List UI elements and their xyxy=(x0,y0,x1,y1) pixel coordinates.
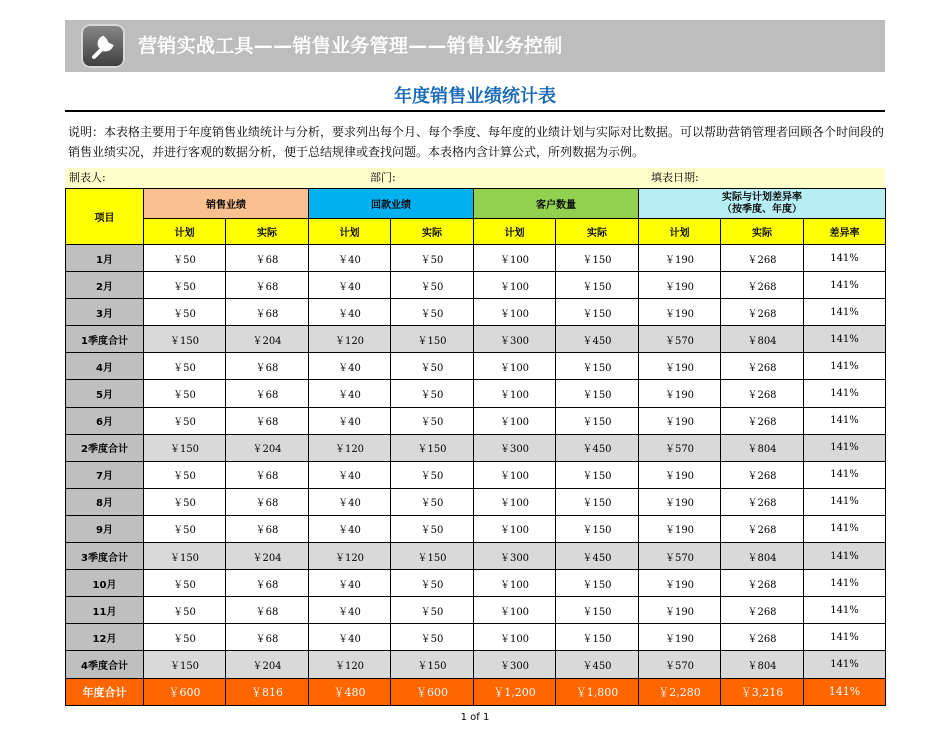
table-cell: ￥570 xyxy=(639,326,721,353)
table-row xyxy=(66,624,886,651)
row-label: 6月 xyxy=(66,407,144,434)
table-cell: ￥268 xyxy=(721,299,804,326)
table-cell: ￥804 xyxy=(721,326,804,353)
table-cell: ￥120 xyxy=(309,543,391,570)
table-cell: ￥100 xyxy=(474,461,556,488)
table-cell: ￥150 xyxy=(556,380,639,407)
table-cell: 141% xyxy=(804,570,886,597)
table-row xyxy=(66,488,886,515)
table-cell: ￥50 xyxy=(144,515,226,542)
table-cell: ￥50 xyxy=(391,272,474,299)
table-cell: ￥50 xyxy=(391,570,474,597)
table-cell: ￥190 xyxy=(639,299,721,326)
header-payment: 回款业绩 xyxy=(309,189,474,219)
table-cell: ￥50 xyxy=(391,515,474,542)
table-cell: 141% xyxy=(804,299,886,326)
table-cell: ￥570 xyxy=(639,651,721,678)
table-cell: ￥100 xyxy=(474,245,556,272)
table-cell: ￥268 xyxy=(721,461,804,488)
table-cell: ￥100 xyxy=(474,624,556,651)
table-cell: ￥150 xyxy=(556,624,639,651)
sales-table xyxy=(65,188,886,706)
table-cell: ￥268 xyxy=(721,272,804,299)
table-cell: ￥450 xyxy=(556,543,639,570)
table-cell: ￥268 xyxy=(721,245,804,272)
banner-title: 营销实战工具——销售业务管理——销售业务控制 xyxy=(138,35,563,57)
table-cell: ￥268 xyxy=(721,597,804,624)
table-cell: 141% xyxy=(804,326,886,353)
table-cell: 141% xyxy=(804,651,886,678)
table-cell: ￥40 xyxy=(309,407,391,434)
table-cell: ￥190 xyxy=(639,461,721,488)
table-cell: ￥804 xyxy=(721,543,804,570)
row-label: 年度合计 xyxy=(66,678,144,705)
table-cell: ￥190 xyxy=(639,272,721,299)
table-cell: ￥50 xyxy=(144,245,226,272)
table-cell: 141% xyxy=(804,597,886,624)
page-footer: 1 of 1 xyxy=(460,712,490,723)
table-cell: ￥40 xyxy=(309,570,391,597)
table-cell: ￥600 xyxy=(391,678,474,705)
table-cell: ￥68 xyxy=(226,597,309,624)
table-cell: ￥190 xyxy=(639,380,721,407)
table-cell: ￥100 xyxy=(474,299,556,326)
table-cell: ￥150 xyxy=(144,543,226,570)
header-item: 项目 xyxy=(66,189,144,245)
maker-label: 制表人: xyxy=(69,171,106,184)
header-diff xyxy=(639,189,886,219)
row-label: 2季度合计 xyxy=(66,434,144,461)
table-cell: ￥190 xyxy=(639,407,721,434)
table-cell: ￥100 xyxy=(474,570,556,597)
page-title: 年度销售业绩统计表 xyxy=(394,86,556,107)
table-cell: ￥150 xyxy=(144,434,226,461)
table-cell: ￥40 xyxy=(309,488,391,515)
table-row xyxy=(66,407,886,434)
table-cell: ￥150 xyxy=(556,272,639,299)
table-cell: ￥150 xyxy=(144,326,226,353)
table-cell: ￥480 xyxy=(309,678,391,705)
row-label: 9月 xyxy=(66,515,144,542)
table-cell: ￥50 xyxy=(144,272,226,299)
annual-total-row xyxy=(66,678,886,705)
table-cell: ￥50 xyxy=(391,624,474,651)
table-cell: ￥50 xyxy=(144,597,226,624)
table-row xyxy=(66,272,886,299)
table-row xyxy=(66,597,886,624)
table-cell: 141% xyxy=(804,353,886,380)
intro-text: 说明：本表格主要用于年度销售业绩统计与分析，要求列出每个月、每个季度、每年度的业绩计划与实际对比数据。可以帮助营销管理者回顾各个时间段的销售业绩实况，并进行客观的数据分析，便于总结规律或查找问题。本表格内含计算公式，所列数据为示例。 xyxy=(68,125,885,159)
table-row xyxy=(66,353,886,380)
table-cell: ￥50 xyxy=(391,380,474,407)
table-cell: ￥68 xyxy=(226,570,309,597)
table-cell: ￥40 xyxy=(309,624,391,651)
col-diff-rate: 差异率 xyxy=(804,219,886,245)
table-cell: ￥150 xyxy=(391,651,474,678)
table-cell: ￥50 xyxy=(144,407,226,434)
table-cell: ￥68 xyxy=(226,272,309,299)
table-cell: ￥150 xyxy=(391,326,474,353)
table-cell: ￥804 xyxy=(721,651,804,678)
table-cell: ￥268 xyxy=(721,380,804,407)
header-sales: 销售业绩 xyxy=(144,189,309,219)
table-cell: ￥450 xyxy=(556,434,639,461)
table-cell: ￥150 xyxy=(556,488,639,515)
table-cell: ￥150 xyxy=(556,407,639,434)
table-cell: ￥2,280 xyxy=(639,678,721,705)
table-cell: ￥150 xyxy=(556,515,639,542)
col-sales-actual: 实际 xyxy=(226,219,309,245)
row-label: 3季度合计 xyxy=(66,543,144,570)
dept-label: 部门: xyxy=(370,171,396,184)
table-cell: ￥120 xyxy=(309,326,391,353)
table-cell: ￥100 xyxy=(474,515,556,542)
table-cell: ￥268 xyxy=(721,407,804,434)
table-cell: ￥40 xyxy=(309,461,391,488)
header-banner xyxy=(65,20,885,72)
table-cell: ￥804 xyxy=(721,434,804,461)
table-row xyxy=(66,515,886,542)
table-cell: ￥40 xyxy=(309,353,391,380)
table-cell: ￥300 xyxy=(474,543,556,570)
table-cell: ￥190 xyxy=(639,488,721,515)
table-cell: 141% xyxy=(804,407,886,434)
table-cell: ￥190 xyxy=(639,245,721,272)
table-cell: ￥40 xyxy=(309,272,391,299)
col-pay-actual: 实际 xyxy=(391,219,474,245)
table-cell: ￥100 xyxy=(474,272,556,299)
table-cell: ￥268 xyxy=(721,624,804,651)
table-cell: ￥50 xyxy=(391,245,474,272)
table-cell: ￥68 xyxy=(226,407,309,434)
wrench-icon xyxy=(81,24,125,68)
table-cell: ￥40 xyxy=(309,515,391,542)
table-cell: ￥190 xyxy=(639,597,721,624)
row-label: 7月 xyxy=(66,461,144,488)
table-cell: 141% xyxy=(804,461,886,488)
table-cell: ￥300 xyxy=(474,326,556,353)
table-cell: ￥268 xyxy=(721,570,804,597)
table-cell: ￥50 xyxy=(144,353,226,380)
table-cell: ￥150 xyxy=(556,461,639,488)
header-customers: 客户数量 xyxy=(474,189,639,219)
header-diff-line2: （按季度、年度） xyxy=(722,203,802,215)
table-cell: ￥204 xyxy=(226,651,309,678)
quarter-total-row xyxy=(66,326,886,353)
table-cell: ￥40 xyxy=(309,380,391,407)
table-cell: 141% xyxy=(804,488,886,515)
table-cell: ￥100 xyxy=(474,353,556,380)
table-cell: ￥50 xyxy=(391,353,474,380)
table-cell: ￥150 xyxy=(556,245,639,272)
table-cell: ￥150 xyxy=(391,434,474,461)
row-label: 10月 xyxy=(66,570,144,597)
table-cell: ￥300 xyxy=(474,651,556,678)
quarter-total-row xyxy=(66,434,886,461)
table-cell: ￥120 xyxy=(309,434,391,461)
table-row xyxy=(66,245,886,272)
table-cell: ￥150 xyxy=(144,651,226,678)
table-cell: ￥204 xyxy=(226,543,309,570)
table-cell: ￥50 xyxy=(391,488,474,515)
table-row xyxy=(66,380,886,407)
row-label: 12月 xyxy=(66,624,144,651)
info-bar xyxy=(65,168,885,188)
table-cell: ￥268 xyxy=(721,515,804,542)
row-label: 2月 xyxy=(66,272,144,299)
table-cell: 141% xyxy=(804,543,886,570)
table-cell: ￥120 xyxy=(309,651,391,678)
table-cell: ￥100 xyxy=(474,380,556,407)
table-cell: 141% xyxy=(804,624,886,651)
row-label: 11月 xyxy=(66,597,144,624)
table-cell: 141% xyxy=(804,434,886,461)
title-divider xyxy=(65,110,885,112)
col-diff-actual: 实际 xyxy=(721,219,804,245)
row-label: 3月 xyxy=(66,299,144,326)
table-cell: ￥570 xyxy=(639,434,721,461)
table-cell: 141% xyxy=(804,245,886,272)
table-cell: ￥204 xyxy=(226,326,309,353)
table-row xyxy=(66,299,886,326)
table-cell: ￥190 xyxy=(639,624,721,651)
col-cust-actual: 实际 xyxy=(556,219,639,245)
date-label: 填表日期: xyxy=(651,171,699,184)
table-cell: ￥68 xyxy=(226,515,309,542)
table-cell: ￥570 xyxy=(639,543,721,570)
row-label: 4季度合计 xyxy=(66,651,144,678)
table-cell: 141% xyxy=(804,515,886,542)
table-cell: ￥100 xyxy=(474,597,556,624)
table-cell: ￥50 xyxy=(144,570,226,597)
quarter-total-row xyxy=(66,543,886,570)
table-cell: ￥50 xyxy=(391,299,474,326)
table-cell: ￥190 xyxy=(639,515,721,542)
table-cell: 141% xyxy=(804,678,886,705)
table-cell: ￥40 xyxy=(309,299,391,326)
table-cell: ￥268 xyxy=(721,353,804,380)
table-cell: ￥50 xyxy=(391,461,474,488)
table-cell: ￥68 xyxy=(226,624,309,651)
table-cell: ￥68 xyxy=(226,461,309,488)
header-diff-line1: 实际与计划差异率 xyxy=(722,191,802,203)
table-cell: ￥68 xyxy=(226,488,309,515)
table-cell: ￥3,216 xyxy=(721,678,804,705)
table-cell: ￥190 xyxy=(639,353,721,380)
col-diff-plan: 计划 xyxy=(639,219,721,245)
quarter-total-row xyxy=(66,651,886,678)
table-cell: ￥204 xyxy=(226,434,309,461)
table-cell: ￥600 xyxy=(144,678,226,705)
table-cell: ￥100 xyxy=(474,488,556,515)
table-cell: ￥50 xyxy=(144,380,226,407)
row-label: 1季度合计 xyxy=(66,326,144,353)
col-cust-plan: 计划 xyxy=(474,219,556,245)
table-cell: ￥50 xyxy=(144,299,226,326)
row-label: 1月 xyxy=(66,245,144,272)
table-cell: ￥68 xyxy=(226,380,309,407)
table-cell: ￥68 xyxy=(226,299,309,326)
table-cell: ￥450 xyxy=(556,326,639,353)
table-cell: ￥150 xyxy=(556,353,639,380)
table-cell: ￥50 xyxy=(391,597,474,624)
table-cell: ￥40 xyxy=(309,597,391,624)
table-cell: ￥50 xyxy=(144,488,226,515)
table-cell: ￥1,200 xyxy=(474,678,556,705)
row-label: 8月 xyxy=(66,488,144,515)
table-cell: ￥268 xyxy=(721,488,804,515)
table-cell: ￥68 xyxy=(226,245,309,272)
col-sales-plan: 计划 xyxy=(144,219,226,245)
table-cell: ￥150 xyxy=(391,543,474,570)
table-cell: ￥50 xyxy=(144,461,226,488)
table-cell: ￥50 xyxy=(391,407,474,434)
row-label: 4月 xyxy=(66,353,144,380)
table-cell: ￥1,800 xyxy=(556,678,639,705)
table-cell: ￥816 xyxy=(226,678,309,705)
table-row xyxy=(66,461,886,488)
table-cell: ￥150 xyxy=(556,299,639,326)
table-cell: ￥68 xyxy=(226,353,309,380)
table-cell: ￥150 xyxy=(556,570,639,597)
col-pay-plan: 计划 xyxy=(309,219,391,245)
table-cell: ￥100 xyxy=(474,407,556,434)
table-cell: ￥300 xyxy=(474,434,556,461)
table-cell: ￥150 xyxy=(556,597,639,624)
table-cell: 141% xyxy=(804,272,886,299)
table-cell: 141% xyxy=(804,380,886,407)
table-row xyxy=(66,570,886,597)
table-cell: ￥450 xyxy=(556,651,639,678)
table-cell: ￥190 xyxy=(639,570,721,597)
table-cell: ￥50 xyxy=(144,624,226,651)
row-label: 5月 xyxy=(66,380,144,407)
table-cell: ￥40 xyxy=(309,245,391,272)
